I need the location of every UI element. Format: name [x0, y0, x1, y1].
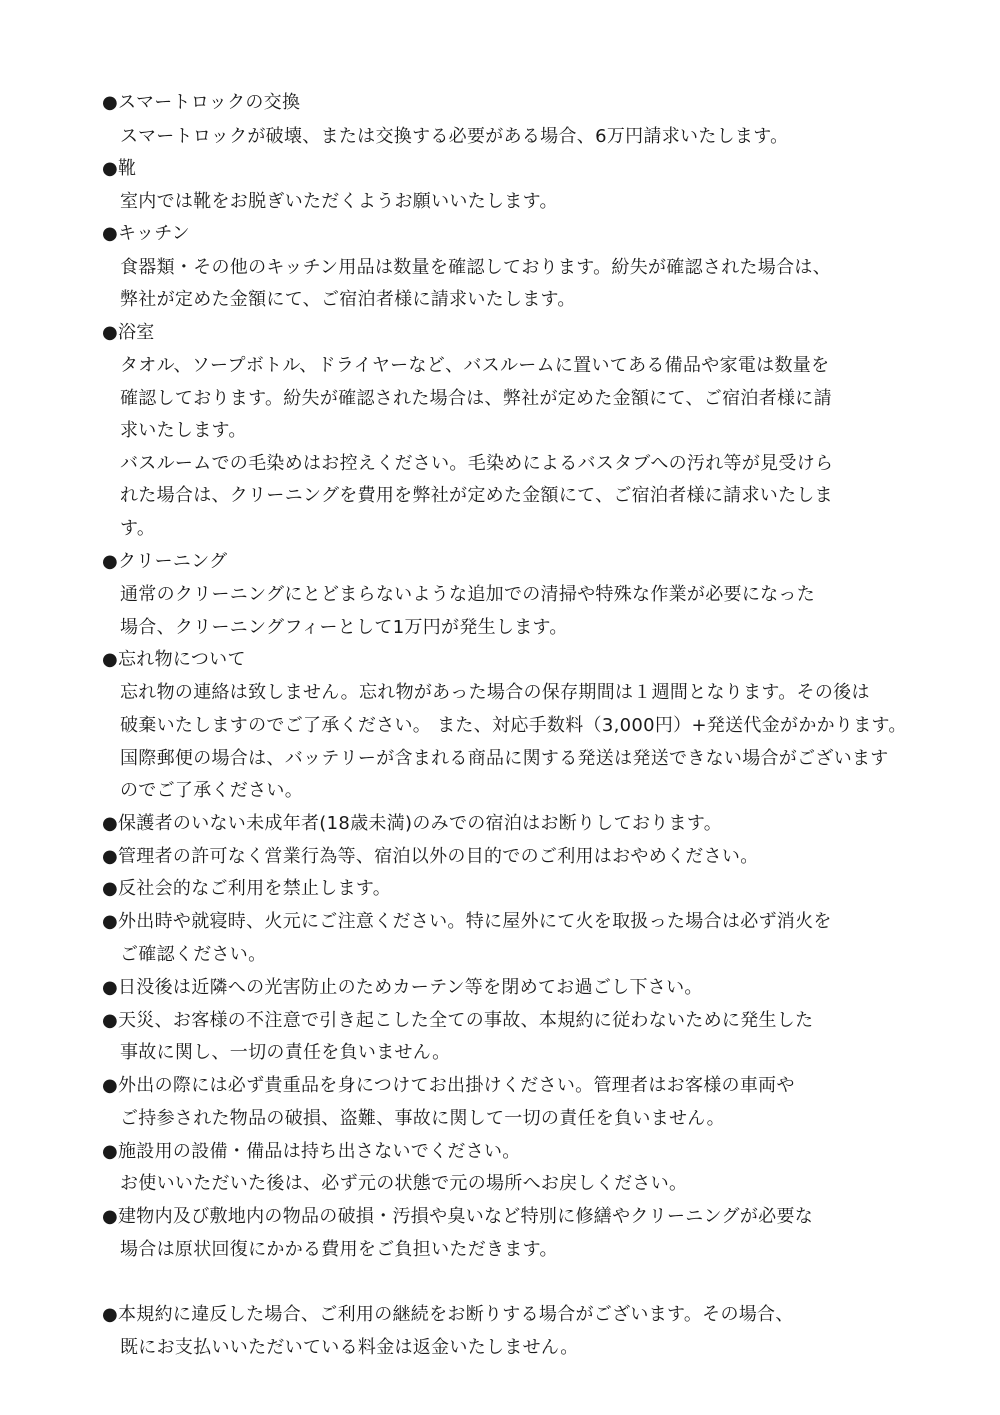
curtain-rule: ●日没後は近隣への光害防止のためカーテン等を閉めてお過ごし下さい。 — [102, 977, 703, 998]
lost-text-4: のでご了承ください。 — [120, 780, 303, 801]
bathroom-text-3: 求いたします。 — [120, 420, 247, 441]
antisocial-rule: ●反社会的なご利用を禁止します。 — [102, 878, 392, 899]
bathroom-text-1: タオル、ソープボトル、ドライヤーなど、バスルームに置いてある備品や家電は数量を — [120, 355, 830, 376]
bathroom-text-2: 確認しております。紛失が確認された場合は、弊社が定めた金額にて、ご宿泊者様に請 — [120, 388, 832, 409]
valuables-rule-cont: ご持参された物品の破損、盗難、事故に関して一切の責任を負いません。 — [120, 1108, 725, 1129]
cleaning-heading: ●クリーニング — [102, 551, 228, 572]
cleaning-text-2: 場合、クリーニングフィーとして1万円が発生します。 — [120, 617, 568, 638]
lost-text-3: 国際郵便の場合は、バッテリーが含まれる商品に関する発送は発送できない場合がございます — [120, 748, 889, 769]
equipment-rule: ●施設用の設備・備品は持ち出さないでください。 — [102, 1141, 521, 1162]
bathroom-text-6: す。 — [120, 518, 156, 539]
business-rule: ●管理者の許可なく営業行為等、宿泊以外の目的でのご利用はおやめください。 — [102, 846, 759, 867]
bathroom-heading: ●浴室 — [102, 322, 155, 343]
lost-heading: ●忘れ物について — [102, 649, 246, 670]
cleaning-text-1: 通常のクリーニングにとどまらないような追加での清掃や特殊な作業が必要になった — [120, 584, 816, 605]
smartlock-text: スマートロックが破壊、または交換する必要がある場合、6万円請求いたします。 — [120, 126, 789, 147]
disaster-rule-cont: 事故に関し、一切の責任を負いません。 — [120, 1042, 451, 1063]
disaster-rule: ●天災、お客様の不注意で引き起こした全ての事故、本規約に従わないために発生した — [102, 1010, 814, 1031]
kitchen-text-1: 食器類・その他のキッチン用品は数量を確認しております。紛失が確認された場合は、 — [120, 257, 831, 278]
kitchen-text-2: 弊社が定めた金額にて、ご宿泊者様に請求いたします。 — [120, 289, 576, 310]
fire-rule-cont: ご確認ください。 — [120, 944, 267, 965]
equipment-rule-cont: お使いいただいた後は、必ず元の状態で元の場所へお戻しください。 — [120, 1173, 688, 1194]
smartlock-heading: ●スマートロックの交換 — [102, 92, 301, 113]
shoes-text: 室内では靴をお脱ぎいただくようお願いいたします。 — [120, 191, 558, 212]
minors-rule: ●保護者のいない未成年者(18歳未満)のみでの宿泊はお断りしております。 — [102, 813, 723, 834]
violation-rule: ●本規約に違反した場合、ご利用の継続をお断りする場合がございます。その場合、 — [102, 1304, 794, 1325]
valuables-rule: ●外出の際には必ず貴重品を身につけてお出掛けください。管理者はお客様の車両や — [102, 1075, 795, 1096]
violation-rule-cont: 既にお支払いいただいている料金は返金いたしません。 — [120, 1337, 579, 1358]
bathroom-text-5: れた場合は、クリーニングを費用を弊社が定めた金額にて、ご宿泊者様に請求いたしま — [120, 485, 833, 506]
kitchen-heading: ●キッチン — [102, 223, 190, 244]
lost-text-1: 忘れ物の連絡は致しません。忘れ物があった場合の保存期間は１週間となります。その後は — [120, 682, 870, 703]
bathroom-text-4: バスルームでの毛染めはお控えください。毛染めによるバスタブへの汚れ等が見受けら — [120, 453, 834, 474]
lost-text-2: 破棄いたしますのでご了承ください。 また、対応手数料（3,000円）+発送代金がかかります。 — [120, 715, 907, 736]
shoes-heading: ●靴 — [102, 158, 137, 179]
damage-rule-cont: 場合は原状回復にかかる費用をご負担いただきます。 — [120, 1239, 558, 1260]
fire-rule: ●外出時や就寝時、火元にご注意ください。特に屋外にて火を取扱った場合は必ず消火を — [102, 911, 832, 932]
damage-rule: ●建物内及び敷地内の物品の破損・汚損や臭いなど特別に修繕やクリーニングが必要な — [102, 1206, 814, 1227]
